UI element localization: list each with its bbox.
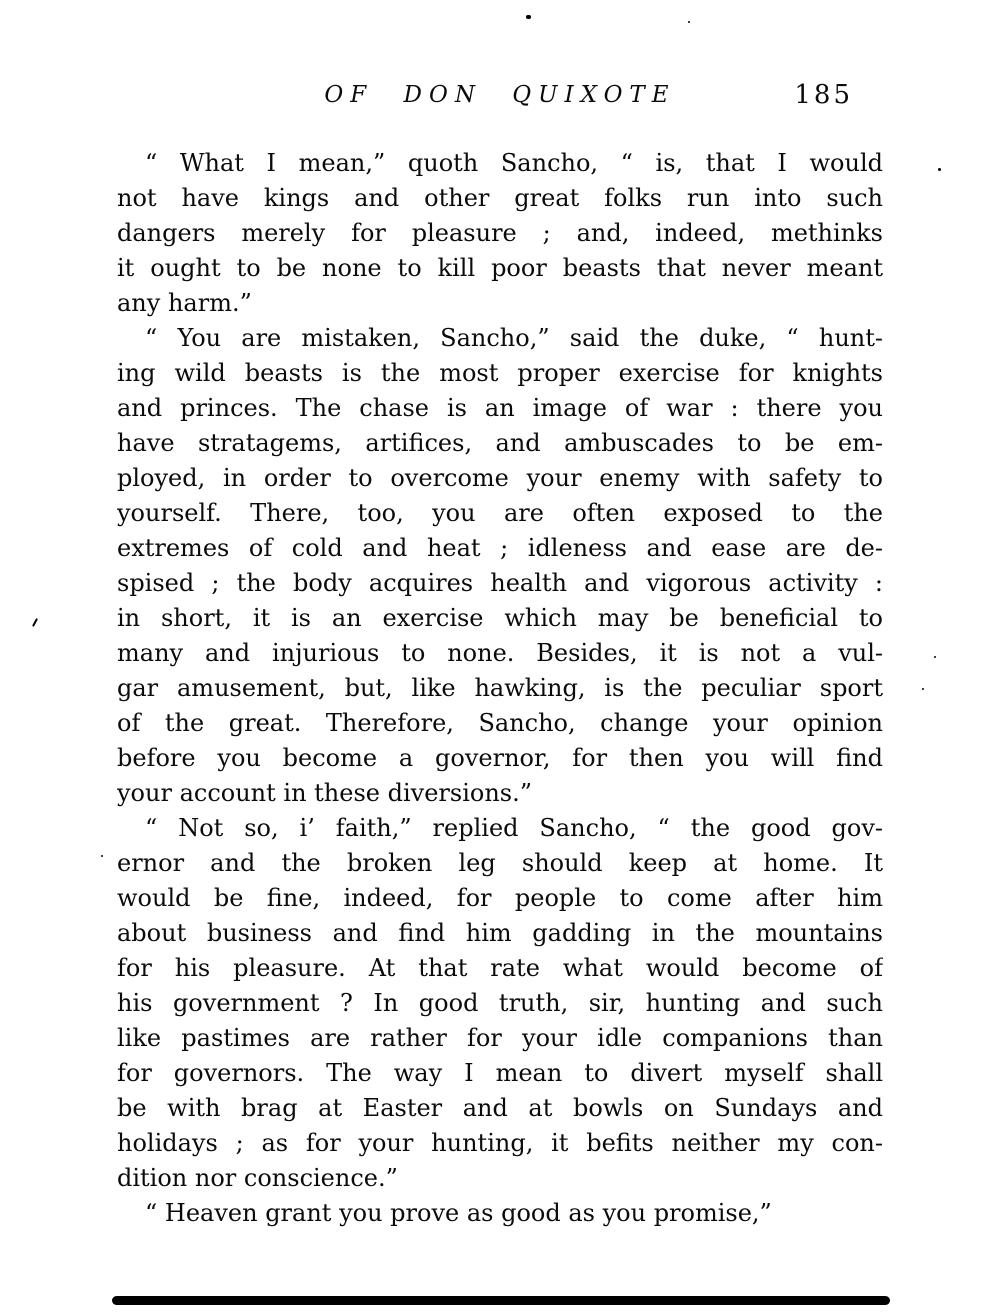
- text-line: be with brag at Easter and at bowls on Sundays and: [117, 1094, 883, 1122]
- text-line: extremes of cold and heat ; idleness and ease are de-: [117, 534, 883, 562]
- scan-speck: [938, 168, 941, 171]
- text-line: “ Heaven grant you prove as good as you promise,”: [145, 1199, 772, 1227]
- text-line: “ You are mistaken, Sancho,” said the duke, “ hunt-: [145, 324, 883, 352]
- text-line: of the great. Therefore, Sancho, change your opinion: [117, 709, 883, 737]
- text-line: dition nor conscience.”: [117, 1164, 398, 1192]
- scan-speck: [934, 656, 936, 658]
- text-line: not have kings and other great folks run into such: [117, 184, 883, 212]
- text-line: for governors. The way I mean to divert myself shall: [117, 1059, 883, 1087]
- scan-speck: [922, 688, 924, 690]
- text-line: about business and find him gadding in the mountains: [117, 919, 883, 947]
- text-line: any harm.”: [117, 289, 252, 317]
- text-line: “ What I mean,” quoth Sancho, “ is, that I would: [145, 149, 883, 177]
- text-line: yourself. There, too, you are often exposed to the: [117, 499, 883, 527]
- text-line: in short, it is an exercise which may be beneficial to: [117, 604, 883, 632]
- text-line: like pastimes are rather for your idle companions than: [117, 1024, 883, 1052]
- text-line: many and injurious to none. Besides, it is not a vul-: [117, 639, 883, 667]
- text-line: your account in these diversions.”: [117, 779, 532, 807]
- text-line: it ought to be none to kill poor beasts that never meant: [117, 254, 883, 282]
- text-line: holidays ; as for your hunting, it befits neither my con-: [117, 1129, 883, 1157]
- text-line: gar amusement, but, like hawking, is the peculiar sport: [117, 674, 883, 702]
- scan-speck: [526, 15, 531, 19]
- text-line: have stratagems, artifices, and ambuscades to be em-: [117, 429, 883, 457]
- text-line: ployed, in order to overcome your enemy with safety to: [117, 464, 883, 492]
- scan-speck: [688, 21, 690, 23]
- text-line: dangers merely for pleasure ; and, indeed, methinks: [117, 219, 883, 247]
- running-title: OF DON QUIXOTE: [324, 82, 676, 108]
- text-line: ing wild beasts is the most proper exercise for knights: [117, 359, 883, 387]
- text-line: before you become a governor, for then you will find: [117, 744, 883, 772]
- body-text: [117, 146, 883, 1231]
- scan-speck: [32, 618, 38, 627]
- text-line: spised ; the body acquires health and vigorous activity :: [117, 569, 883, 597]
- text-line: ernor and the broken leg should keep at home. It: [117, 849, 883, 877]
- text-line: for his pleasure. At that rate what would become of: [117, 954, 883, 982]
- scan-artifact-bar: [112, 1296, 890, 1305]
- text-line: his government ? In good truth, sir, hunting and such: [117, 989, 883, 1017]
- scan-speck: [101, 855, 103, 857]
- text-line: “ Not so, i’ faith,” replied Sancho, “ the good gov-: [145, 814, 883, 842]
- page-header: [117, 82, 883, 112]
- text-line: and princes. The chase is an image of war : there you: [117, 394, 883, 422]
- text-line: would be fine, indeed, for people to come after him: [117, 884, 883, 912]
- page-number: 185: [794, 80, 853, 110]
